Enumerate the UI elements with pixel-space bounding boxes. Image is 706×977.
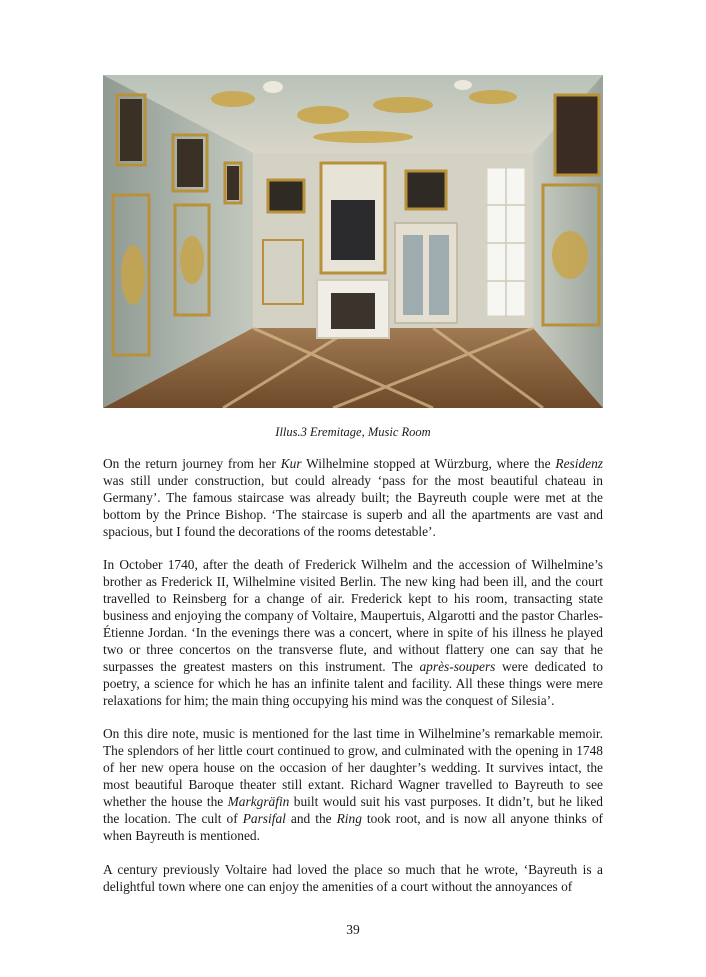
music-room-photo <box>103 75 603 408</box>
text-run: On this dire note, music is mentioned for the last time in Wilhelmine’s remarkable memoir. The splendors of her little court continued to grow, and culminated with the opening in 1748 of her new opera house on the occasion of her daughter’s wedding. It survives intact, the most beautiful Baroque theater still extant. Richard Wagner travelled to Bayreuth to see whether the house the <box>103 726 603 810</box>
paragraph <box>103 557 603 709</box>
figure-caption: Illus.3 Eremitage, Music Room <box>275 425 431 439</box>
italic-run: après-soupers <box>419 658 496 674</box>
text-run: and the <box>285 811 337 826</box>
italic-run: Residenz <box>555 456 603 471</box>
italic-run: Kur <box>280 456 302 471</box>
paragraph <box>103 726 603 844</box>
text-run: In October 1740, after the death of Frederick Wilhelm and the accession of Wilhelmine’s brother as Frederick II, Wilhelmine visited Berlin. The new king had been ill, and the court travelled to Reinsberg for a change of air. Frederick kept to his room, transacting state business and enjoying the company of Voltaire, Maupertuis, Algarotti and the pastor Charles-Étienne Jordan. ‘In the evenings there was a concert, where in spite of his illness he played two or three concertos on the transverse flute, and without flattery one can say that he surpasses the greatest masters on this instrument. The <box>103 557 603 674</box>
body-text <box>103 456 603 912</box>
text-run: On the return journey from her <box>103 456 281 471</box>
paragraph <box>103 456 603 541</box>
italic-run: Parsifal <box>242 811 286 826</box>
italic-run: Ring <box>336 811 362 826</box>
text-run: A century previously Voltaire had loved the place so much that he wrote, ‘Bayreuth is a delightful town where one can enjoy the amenities of a court without the annoyances of <box>103 861 603 894</box>
text-run: built would suit his vast purposes. It didn’t, but he liked the location. The cult of <box>103 794 603 826</box>
text-run: were dedicated to poetry, a science for which he has an infinite talent and facility. All these things were mere relaxations for him; the main thing occupying his mind was the conquest of Silesia’. <box>103 658 604 708</box>
music-room-illustration <box>103 75 603 408</box>
text-run: took root, and is now all anyone thinks of when Bayreuth is mentioned. <box>103 811 604 843</box>
paragraph <box>103 862 603 896</box>
page-number: 39 <box>346 922 360 937</box>
text-run: was still under construction, but could already ‘pass for the most beautiful chateau in Germany’. The famous staircase was already built; the Bayreuth couple were met at the bottom by the Prince Bishop. ‘The staircase is superb and all the apartments are vast and spacious, but I found the decorations of the rooms detestable’. <box>103 472 603 539</box>
italic-run: Markgräfin <box>227 794 290 810</box>
text-run: Wilhelmine stopped at Würzburg, where the <box>301 456 556 471</box>
